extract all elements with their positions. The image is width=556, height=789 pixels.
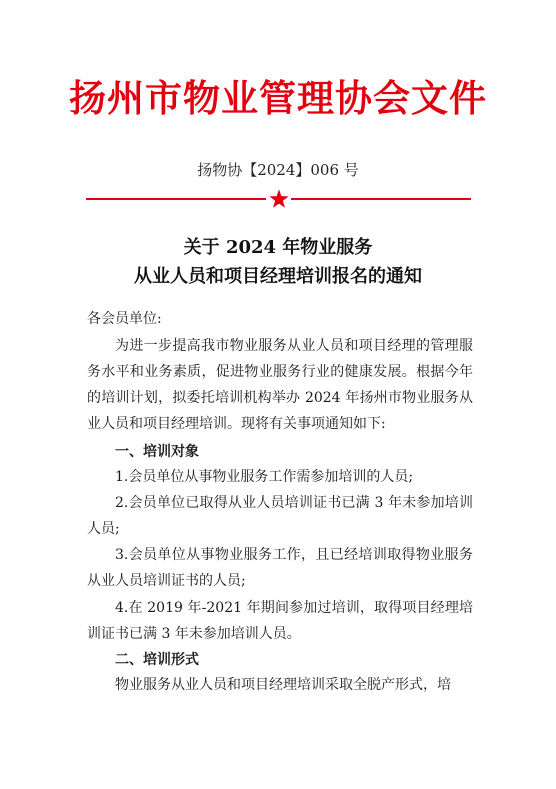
section1-heading: 一、培训对象 xyxy=(115,444,199,460)
training-format-paragraph: 物业服务从业人员和项目经理培训采取全脱产形式，培 xyxy=(115,677,451,693)
notice-title-line2: 从业人员和项目经理培训报名的通知 xyxy=(134,266,422,287)
list-item: 4.在 2019 年-2021 年期间参加过培训，取得项目经理培训证书已满 3 年未参加培训人员。 xyxy=(87,600,473,642)
header-divider xyxy=(86,189,471,209)
notice-title-line1: 关于 2024 年物业服务 xyxy=(183,237,373,258)
list-item: 2.会员单位已取得从业人员培训证书已满 3 年未参加培训人员; xyxy=(87,495,473,537)
red-star-icon xyxy=(268,188,290,210)
divider-line-left xyxy=(86,198,266,200)
divider-line-right xyxy=(291,198,471,200)
document-number: 扬物协【2024】006 号 xyxy=(197,161,359,179)
salutation: 各会员单位: xyxy=(87,311,162,327)
section2-heading: 二、培训形式 xyxy=(115,652,199,668)
intro-paragraph: 为进一步提高我市物业服务从业人员和项目经理的管理服务水平和业务素质，促进物业服务行业的健康发展。根据今年的培训计划，拟委托培训机构举办 2024 年扬州市物业服务从业人员和项目经理培训。现将有关事项通知如下: xyxy=(87,338,473,432)
list-item: 3.会员单位从事物业服务工作，且已经培训取得物业服务从业人员培训证书的人员; xyxy=(87,547,473,589)
header-title: 扬州市物业管理协会文件 xyxy=(69,77,487,120)
list-item: 1.会员单位从事物业服务工作需参加培训的人员; xyxy=(115,469,414,485)
